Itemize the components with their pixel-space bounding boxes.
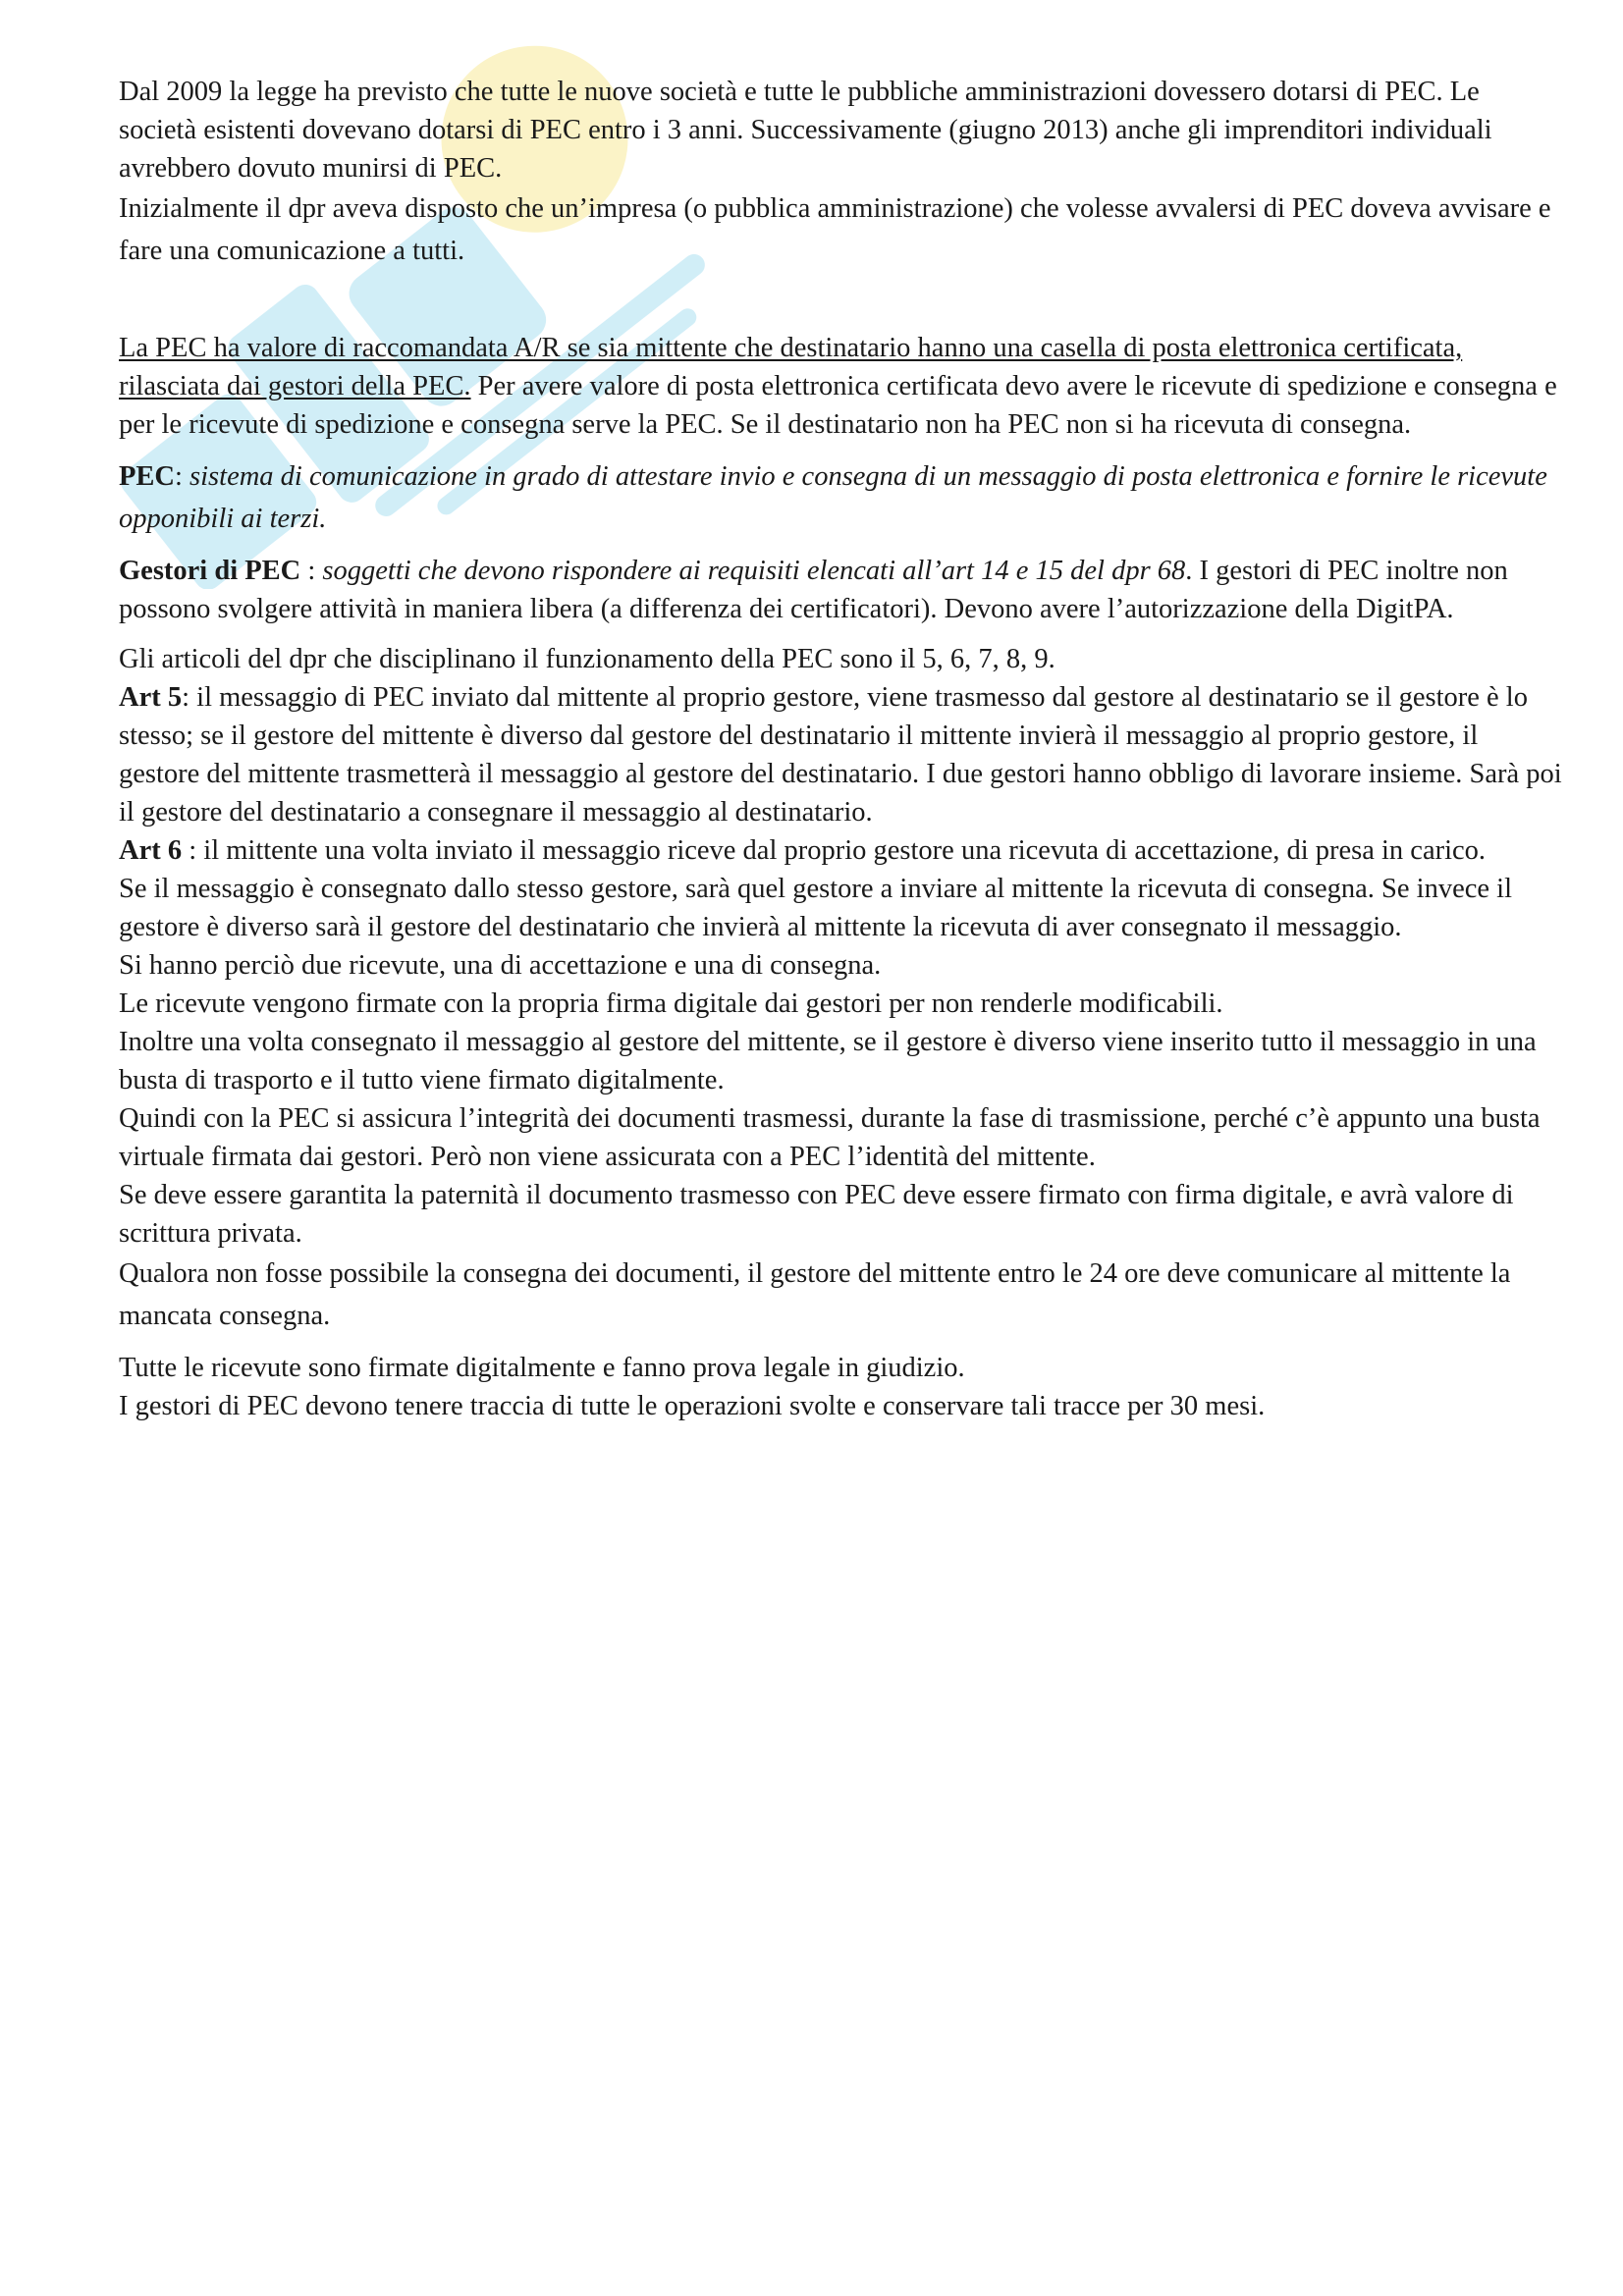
articoli-intro: Gli articoli del dpr che disciplinano il funzionamento della PEC sono il 5, 6, 7, 8, 9. (119, 644, 1055, 674)
body-paragraph-4: Inoltre una volta consegnato il messaggio al gestore del mittente, se il gestore è diverso viene inserito tutto il messaggio in una busta di trasporto e il tutto viene firmato digitalmente. (119, 1027, 1537, 1095)
body-paragraph-7: Qualora non fosse possibile la consegna dei documenti, il gestore del mittente entro le 24 ore deve comunicare al mittente la mancata consegna. (119, 1258, 1511, 1331)
gestori-separator: : (300, 556, 323, 586)
body-paragraph-5: Quindi con la PEC si assicura l’integrità dei documenti trasmessi, durante la fase di trasmissione, perché c’è appunto una busta virtuale firmata dai gestori. Però non viene assicurata con a PEC l’identità del mittente. (119, 1103, 1541, 1172)
gestori-definition-text: soggetti che devono rispondere ai requisiti elencati all’art 14 e 15 del dpr 68 (322, 556, 1186, 586)
art5-label: Art 5 (119, 682, 183, 713)
document-body (119, 73, 1562, 1425)
body-paragraph-6: Se deve essere garantita la paternità il documento trasmesso con PEC deve essere firmato con firma digitale, e avrà valore di scrittura privata. (119, 1180, 1514, 1249)
pec-definition-text: sistema di comunicazione in grado di attestare invio e consegna di un messaggio di posta elettronica e fornire le ricevute opponibili ai terzi. (119, 461, 1547, 534)
body-paragraph-1: Se il messaggio è consegnato dallo stesso gestore, sarà quel gestore a inviare al mittente la ricevuta di consegna. Se invece il gestore è diverso sarà il gestore del destinatario che invierà al mittente la ricevuta di aver consegnato il messaggio. (119, 874, 1513, 942)
pec-definition (119, 455, 1562, 540)
raccomandata-paragraph (119, 329, 1562, 444)
art6-paragraph (119, 831, 1562, 870)
art6-label: Art 6 (119, 835, 183, 866)
art5-text: : il messaggio di PEC inviato dal mittente al proprio gestore, viene trasmesso dal gestore al destinatario se il gestore è lo stesso; se il gestore del mittente è diverso dal gestore del destinatario il mittente invierà il messaggio al proprio gestore, il gestore del mittente trasmetterà il messaggio al gestore del destinatario. I due gestori hanno obbligo di lavorare insieme. Sarà poi il gestore del destinatario a consegnare il messaggio al destinatario. (119, 682, 1562, 828)
gestori-rest-text: . I gestori di PEC inoltre non possono svolgere attività in maniera libera (a differenza dei certificatori). Devono avere l’autorizzazione della DigitPA. (119, 556, 1508, 624)
raccomandata-underlined-text: La PEC ha valore di raccomandata A/R se sia mittente che destinatario hanno una casella di posta elettronica certificata, rilasciata dai gestori della PEC. (119, 333, 1463, 401)
intro-paragraph-2: Inizialmente il dpr aveva disposto che un’impresa (o pubblica amministrazione) che volesse avvalersi di PEC doveva avvisare e fare una comunicazione a tutti. (119, 193, 1551, 266)
intro-paragraph-1: Dal 2009 la legge ha previsto che tutte le nuove società e tutte le pubbliche amministrazioni dovessero dotarsi di PEC. Le società esistenti dovevano dotarsi di PEC entro i 3 anni. Successivamente (giugno 2013) anche gli imprenditori individuali avrebbero dovuto munirsi di PEC. (119, 77, 1492, 184)
gestori-term: Gestori di PEC (119, 556, 301, 586)
art5-paragraph (119, 678, 1562, 831)
pec-term: PEC (119, 461, 175, 492)
art6-text: : il mittente una volta inviato il messaggio riceve dal proprio gestore una ricevuta di accettazione, di presa in carico. (182, 835, 1487, 866)
raccomandata-rest-text: Per avere valore di posta elettronica certificata devo avere le ricevute di spedizione e consegna e per le ricevute di spedizione e consegna serve la PEC. Se il destinatario non ha PEC non si ha ricevuta di consegna. (119, 371, 1557, 440)
gestori-definition (119, 552, 1562, 628)
closing-paragraph-1: Tutte le ricevute sono firmate digitalmente e fanno prova legale in giudizio. (119, 1353, 965, 1383)
closing-paragraph-2: I gestori di PEC devono tenere traccia di tutte le operazioni svolte e conservare tali tracce per 30 mesi. (119, 1391, 1266, 1421)
body-paragraph-3: Le ricevute vengono firmate con la propria firma digitale dai gestori per non renderle modificabili. (119, 988, 1223, 1019)
body-paragraph-2: Si hanno perciò due ricevute, una di accettazione e una di consegna. (119, 950, 882, 981)
pec-separator: : (175, 461, 190, 492)
